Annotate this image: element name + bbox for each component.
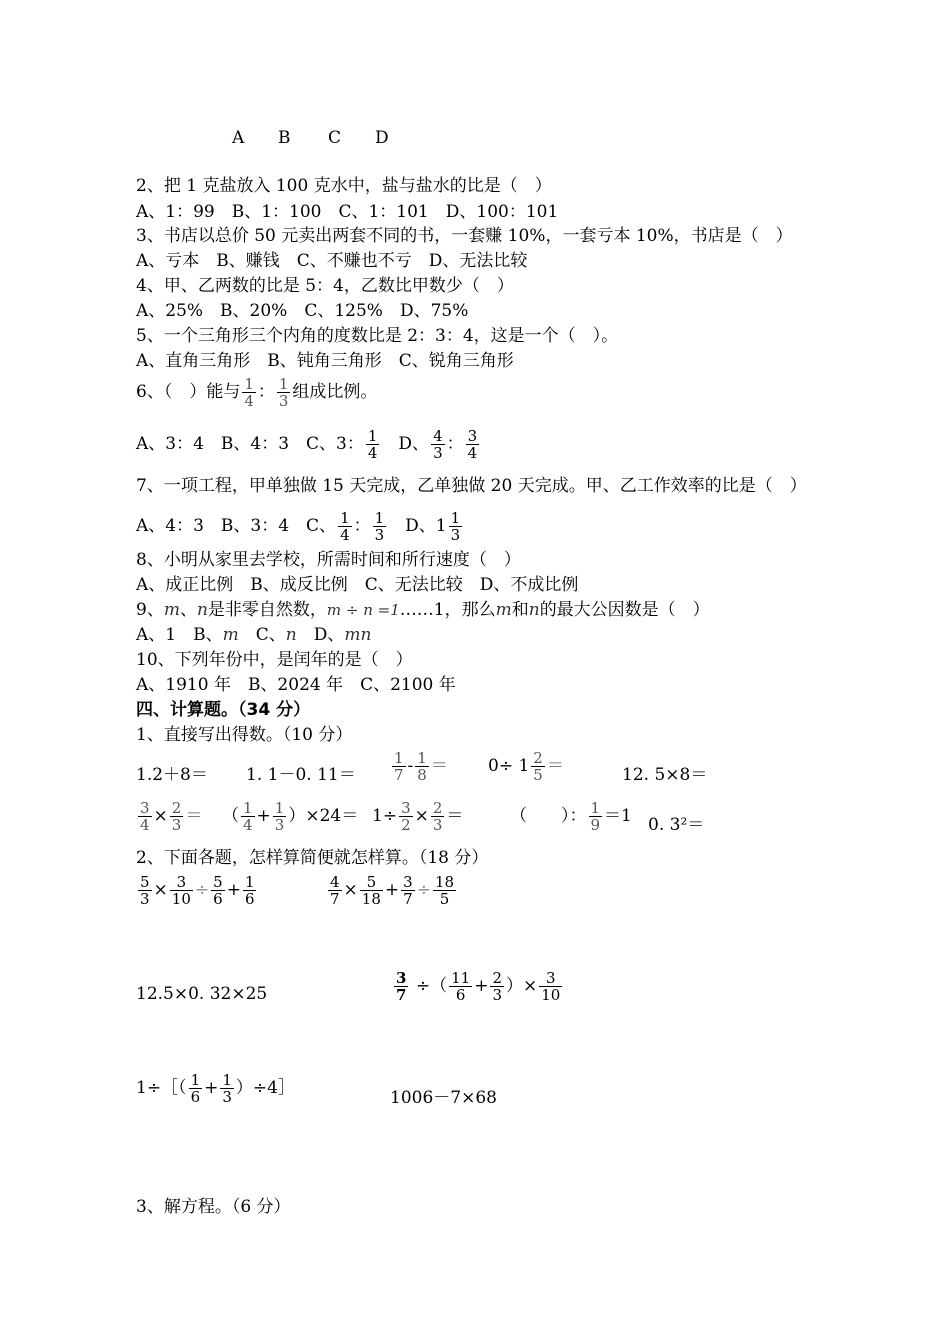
calc1-c-frac1: $\frac{1}{7}$ xyxy=(394,749,404,784)
q8-options: A、成正比例 B、成反比例 C、无法比较 D、不成比例 xyxy=(136,575,579,595)
section4-title: 四、计算题。（34 分） xyxy=(136,700,311,720)
e2-frac-c: $\frac{3}{7}$ xyxy=(403,873,413,908)
choice-a: A xyxy=(232,128,245,148)
q9-opt-b-val: m xyxy=(222,625,239,645)
q9-m: m xyxy=(163,600,180,620)
q3-stem: 3、书店以总价 50 元卖出两套不同的书，一套赚 10%，一套亏本 10%，书店是（ ） xyxy=(136,226,793,246)
choice-b: B xyxy=(278,128,291,148)
q6-opt-a: A、3：4 xyxy=(136,434,204,454)
e1-frac-a: $\frac{5}{3}$ xyxy=(140,873,150,908)
choice-c: C xyxy=(328,128,342,148)
q9-expr: m ÷ n =1 xyxy=(326,601,400,619)
calc1-h-frac1: $\frac{3}{2}$ xyxy=(401,799,411,834)
q9-sep: 、 xyxy=(179,600,197,620)
q6-options xyxy=(136,428,481,461)
e2-frac-a: $\frac{4}{7}$ xyxy=(330,873,340,908)
calc1-c-frac2: $\frac{1}{8}$ xyxy=(417,749,427,784)
q9-m2: m xyxy=(495,600,512,620)
e5-frac-a: $\frac{1}{6}$ xyxy=(190,1071,201,1106)
q2-options: A、1：99 B、1：100 C、1：101 D、100：101 xyxy=(136,202,559,222)
q7-stem: 7、一项工程，甲单独做 15 天完成，乙单独做 20 天完成。甲、乙工作效率的比是（ ） xyxy=(136,476,807,496)
q6-frac2: $\frac{1}{3}$ xyxy=(278,375,289,410)
calc1-c-op: - xyxy=(407,756,414,776)
calc1-d-eq: ＝ xyxy=(546,756,564,776)
q9-text2: ……1，那么 xyxy=(399,600,496,620)
calc1-h-eq: ＝ xyxy=(446,806,464,826)
e2-frac-b: $\frac{5}{18}$ xyxy=(361,873,381,908)
calc1-f-frac2: $\frac{2}{3}$ xyxy=(171,799,182,834)
q10-options: A、1910 年 B、2024 年 C、2100 年 xyxy=(136,675,456,695)
calc1-e: 12. 5×8＝ xyxy=(622,765,708,785)
calc1-title: 1、直接写出得数。（10 分） xyxy=(136,725,353,745)
q9-text1: 是非零自然数， xyxy=(207,600,327,620)
q6-opt-c: C、3： xyxy=(306,434,364,454)
e1-frac-d: $\frac{1}{6}$ xyxy=(244,873,255,908)
e4-frac-a: $\frac{3}{7}$ xyxy=(396,969,407,1004)
q9-and: 和 xyxy=(511,600,529,620)
q4-stem: 4、甲、乙两数的比是 5：4，乙数比甲数少（ ） xyxy=(136,276,514,296)
e1-frac-b: $\frac{3}{10}$ xyxy=(171,873,191,908)
q3-options: A、亏本 B、赚钱 C、不赚也不亏 D、无法比较 xyxy=(136,251,528,271)
calc1-i-frac: $\frac{1}{9}$ xyxy=(590,799,601,834)
q5-options: A、直角三角形 B、钝角三角形 C、锐角三角形 xyxy=(136,351,514,371)
q9-opt-d-val: mn xyxy=(344,625,372,645)
q4-options: A、25% B、20% C、125% D、75% xyxy=(136,301,469,321)
calc1-g-frac1: $\frac{1}{4}$ xyxy=(243,799,253,834)
q9-text3: 的最大公因数是（ ） xyxy=(539,600,710,620)
e1-frac-c: $\frac{5}{6}$ xyxy=(213,873,223,908)
q7-opt-c-frac2: $\frac{1}{3}$ xyxy=(374,509,385,544)
calc1-h-op: × xyxy=(414,806,429,826)
calc1-h xyxy=(372,800,463,833)
q9-n: n xyxy=(196,600,208,620)
q7-opt-d-frac: $\frac{1}{3}$ xyxy=(450,509,461,544)
q6-opt-d-frac1: $\frac{4}{3}$ xyxy=(433,427,443,462)
e2-op2: + xyxy=(384,880,400,900)
q6-frac1: $\frac{1}{4}$ xyxy=(244,375,254,410)
e4-frac-b: $\frac{11}{6}$ xyxy=(451,969,471,1004)
e5-post: ）÷4］ xyxy=(235,1078,295,1098)
q10-stem: 10、下列年份中，是闰年的是（ ） xyxy=(136,650,413,670)
e1-op3: + xyxy=(226,880,241,900)
q6-suffix: 组成比例。 xyxy=(292,382,378,402)
calc2-expr6: 1006－7×68 xyxy=(390,1088,497,1108)
calc2-title: 2、下面各题，怎样算简便就怎样算。（18 分） xyxy=(136,848,489,868)
calc1-c xyxy=(390,750,448,783)
calc1-g xyxy=(222,800,358,833)
e4-op3: ）× xyxy=(505,976,538,996)
calc1-d-pre: 0÷ 1 xyxy=(488,756,530,776)
q2-stem: 2、把 1 克盐放入 100 克水中，盐与盐水的比是（ ） xyxy=(136,176,552,196)
choice-d: D xyxy=(375,128,389,148)
calc1-i-eq: ＝1 xyxy=(604,806,632,826)
calc1-g-frac2: $\frac{1}{3}$ xyxy=(274,799,285,834)
calc2-expr5 xyxy=(136,1072,295,1105)
e5-pre: 1÷［（ xyxy=(136,1078,187,1098)
e1-op2: ÷ xyxy=(194,880,210,900)
calc2-expr1 xyxy=(136,874,258,907)
calc1-f xyxy=(136,800,202,833)
q9-stem xyxy=(136,600,710,620)
e4-op1: ÷（ xyxy=(415,976,448,996)
e2-op1: × xyxy=(343,880,358,900)
calc1-b: 1. 1－0. 11＝ xyxy=(246,765,356,785)
calc1-d xyxy=(488,750,564,783)
q6-opt-d: D、 xyxy=(398,434,430,454)
calc1-h-frac2: $\frac{2}{3}$ xyxy=(432,799,443,834)
calc1-g-close: ）×24＝ xyxy=(288,806,359,826)
e4-op2: + xyxy=(474,976,489,996)
calc1-f-op: × xyxy=(153,806,168,826)
calc3-title: 3、解方程。（6 分） xyxy=(136,1197,291,1217)
q6-prefix: 6、（ ）能与 xyxy=(136,382,241,402)
e2-frac-d: $\frac{18}{5}$ xyxy=(434,873,455,908)
e1-op1: × xyxy=(153,880,168,900)
q6-opt-d-sep: ： xyxy=(446,434,464,454)
q7-opt-c: C、 xyxy=(306,516,337,536)
calc1-f-frac1: $\frac{3}{4}$ xyxy=(140,799,150,834)
calc1-c-eq: ＝ xyxy=(430,756,448,776)
calc1-a: 1.2＋8＝ xyxy=(136,765,208,785)
calc1-h-pre: 1÷ xyxy=(372,806,398,826)
q6-stem xyxy=(136,376,377,409)
e4-frac-c: $\frac{2}{3}$ xyxy=(492,969,502,1004)
e4-frac-d: $\frac{3}{10}$ xyxy=(541,969,561,1004)
q9-opt-a: A、1 xyxy=(136,625,177,645)
calc1-g-open: （ xyxy=(222,806,239,826)
q9-options xyxy=(136,625,371,645)
calc1-g-op: + xyxy=(256,806,271,826)
calc1-d-frac: $\frac{2}{5}$ xyxy=(533,749,543,784)
calc1-j: 0. 3²＝ xyxy=(648,815,705,835)
q9-n2: n xyxy=(528,600,540,620)
q7-opt-a: A、4：3 xyxy=(136,516,204,536)
q7-options xyxy=(136,510,464,543)
q6-opt-b: B、4：3 xyxy=(220,434,290,454)
calc2-expr3: 12.5×0. 32×25 xyxy=(136,984,268,1004)
q6-opt-d-frac2: $\frac{3}{4}$ xyxy=(467,427,478,462)
q9-opt-b: B、 xyxy=(193,625,223,645)
e2-op3: ÷ xyxy=(416,880,431,900)
e5-frac-b: $\frac{1}{3}$ xyxy=(222,1071,232,1106)
calc2-expr4 xyxy=(392,970,564,1003)
calc2-expr2 xyxy=(326,874,458,907)
q6-opt-c-frac: $\frac{1}{4}$ xyxy=(367,427,378,462)
q7-opt-d: D、1 xyxy=(405,516,447,536)
calc1-f-eq: ＝ xyxy=(185,806,203,826)
calc1-i xyxy=(510,800,632,833)
q9-opt-c-val: n xyxy=(285,625,297,645)
e5-op: + xyxy=(204,1078,219,1098)
q7-opt-c-sep: ： xyxy=(353,516,371,536)
q9-num: 9、 xyxy=(136,600,164,620)
q5-stem: 5、一个三角形三个内角的度数比是 2：3：4，这是一个（ ）。 xyxy=(136,326,619,346)
q7-opt-c-frac1: $\frac{1}{4}$ xyxy=(340,509,350,544)
q9-opt-d: D、 xyxy=(313,625,345,645)
q6-sep: ： xyxy=(257,382,275,402)
calc1-i-pre: （ ）： xyxy=(510,806,587,826)
q7-opt-b: B、3：4 xyxy=(220,516,290,536)
q9-opt-c: C、 xyxy=(255,625,286,645)
q8-stem: 8、小明从家里去学校，所需时间和所行速度（ ） xyxy=(136,550,521,570)
